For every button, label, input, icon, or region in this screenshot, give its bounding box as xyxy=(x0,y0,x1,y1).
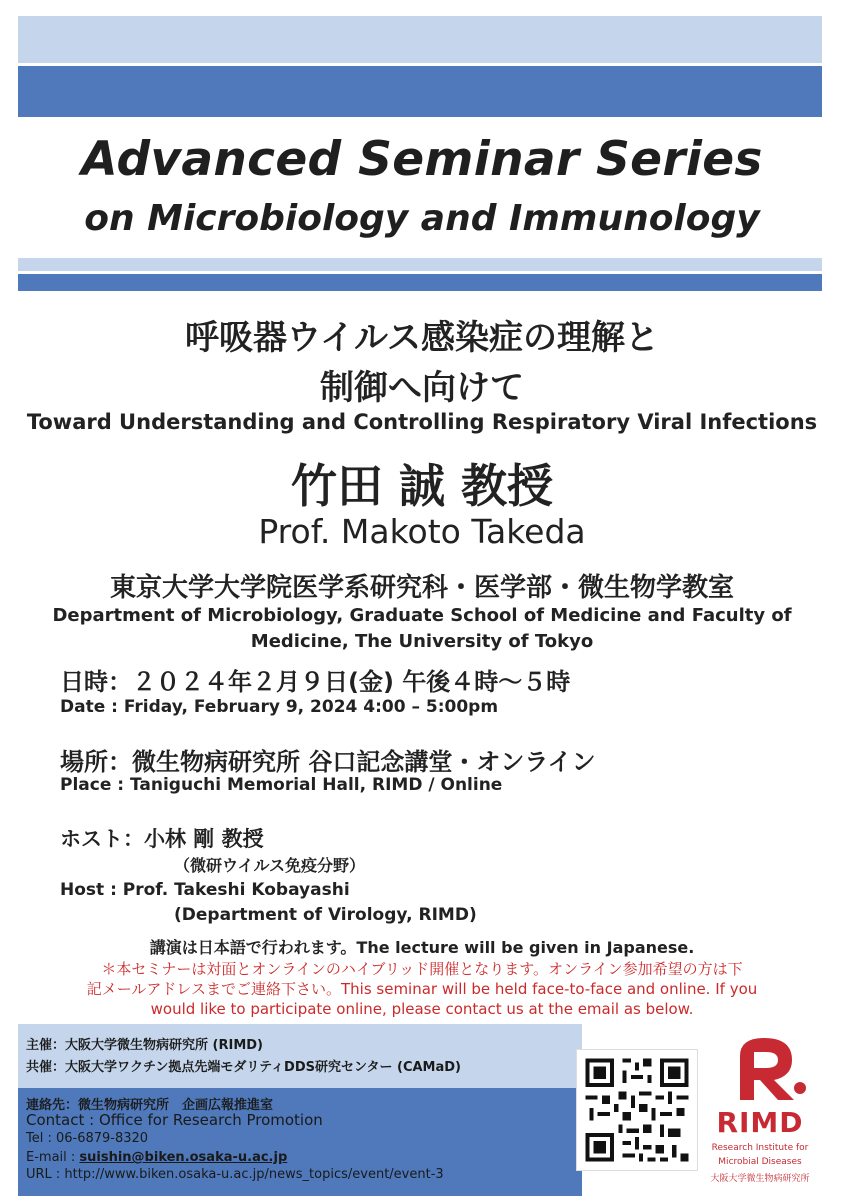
host-en: Host : Prof. Takeshi Kobayashi xyxy=(60,880,350,900)
speaker-name-en: Prof. Makoto Takeda xyxy=(258,512,586,551)
lecture-title-jp-line2: 制御へ向けて xyxy=(320,368,524,408)
hybrid-note-line1: ＊本セミナーは対面とオンラインのハイブリッド開催となります。オンライン参加希望の方は下 xyxy=(101,960,743,978)
rimd-logo-word: RIMD xyxy=(716,1106,804,1139)
hybrid-note-line3: would like to participate online, please contact us at the email as below. xyxy=(150,1000,694,1018)
date-en: Date : Friday, February 9, 2024 4:00 – 5:00pm xyxy=(60,697,499,717)
language-note: 講演は日本語で行われます。The lecture will be given in Japanese. xyxy=(149,938,695,957)
contact-jp: 連絡先：微生物病研究所 企画広報推進室 xyxy=(26,1098,274,1113)
speaker-name-jp: 竹田 誠 教授 xyxy=(290,459,554,513)
place-jp: 場所：微生物病研究所 谷口記念講堂・オンライン xyxy=(60,748,596,776)
date-jp: 日時：２０２４年２月９日(金) 午後４時～５時 xyxy=(60,668,571,696)
speaker-affiliation-jp: 東京大学大学院医学系研究科・医学部・微生物学教室 xyxy=(109,573,734,603)
header-light-band xyxy=(18,16,822,63)
divider-light-band xyxy=(18,258,822,271)
lecture-title-jp-line1: 呼吸器ウイルス感染症の理解と xyxy=(185,318,659,358)
place-en: Place : Taniguchi Memorial Hall, RIMD / Online xyxy=(60,775,503,795)
rimd-logo-sub1: Research Institute for xyxy=(711,1143,809,1153)
series-title-line2: on Microbiology and Immunology xyxy=(84,198,760,239)
speaker-affiliation-en-line2: Medicine, The University of Tokyo xyxy=(250,631,594,652)
contact-en: Contact : Office for Research Promotion xyxy=(26,1111,323,1129)
email-link[interactable]: suishin@biken.osaka-u.ac.jp xyxy=(79,1150,288,1165)
host-dept-en: (Department of Virology, RIMD) xyxy=(174,905,477,925)
rimd-logo-sub2: Microbial Diseases xyxy=(718,1157,802,1167)
co-organizer: 共催：大阪大学ワクチン拠点先端モダリティDDS研究センター (CAMaD) xyxy=(26,1060,461,1075)
host-jp: ホスト：小林 剛 教授 xyxy=(60,827,264,851)
contact-tel: Tel : 06-6879-8320 xyxy=(26,1131,149,1146)
speaker-affiliation-en-line1: Department of Microbiology, Graduate School of Medicine and Faculty of xyxy=(52,605,792,626)
contact-url[interactable]: URL : http://www.biken.osaka-u.ac.jp/news_topics/event/event-3 xyxy=(26,1167,444,1182)
series-title-line1: Advanced Seminar Series xyxy=(81,132,763,187)
header-dark-band xyxy=(18,66,822,117)
hybrid-note-line2: 記メールアドレスまでご連絡下さい。This seminar will be held face-to-face and online. If you xyxy=(86,980,758,998)
rimd-logo-mark-icon xyxy=(712,1030,824,1104)
divider-dark-band xyxy=(18,274,822,291)
rimd-logo-sub3: 大阪大学微生物病研究所 xyxy=(710,1174,810,1184)
qr-code[interactable] xyxy=(576,1049,698,1171)
contact-email-row xyxy=(26,1150,287,1165)
email-label: E-mail : xyxy=(26,1150,80,1165)
host-dept-jp: （微研ウイルス免疫分野） xyxy=(174,856,366,875)
organizer: 主催：大阪大学微生物病研究所 (RIMD) xyxy=(26,1038,263,1053)
lecture-title-en: Toward Understanding and Controlling Respiratory Viral Infections xyxy=(26,410,818,434)
